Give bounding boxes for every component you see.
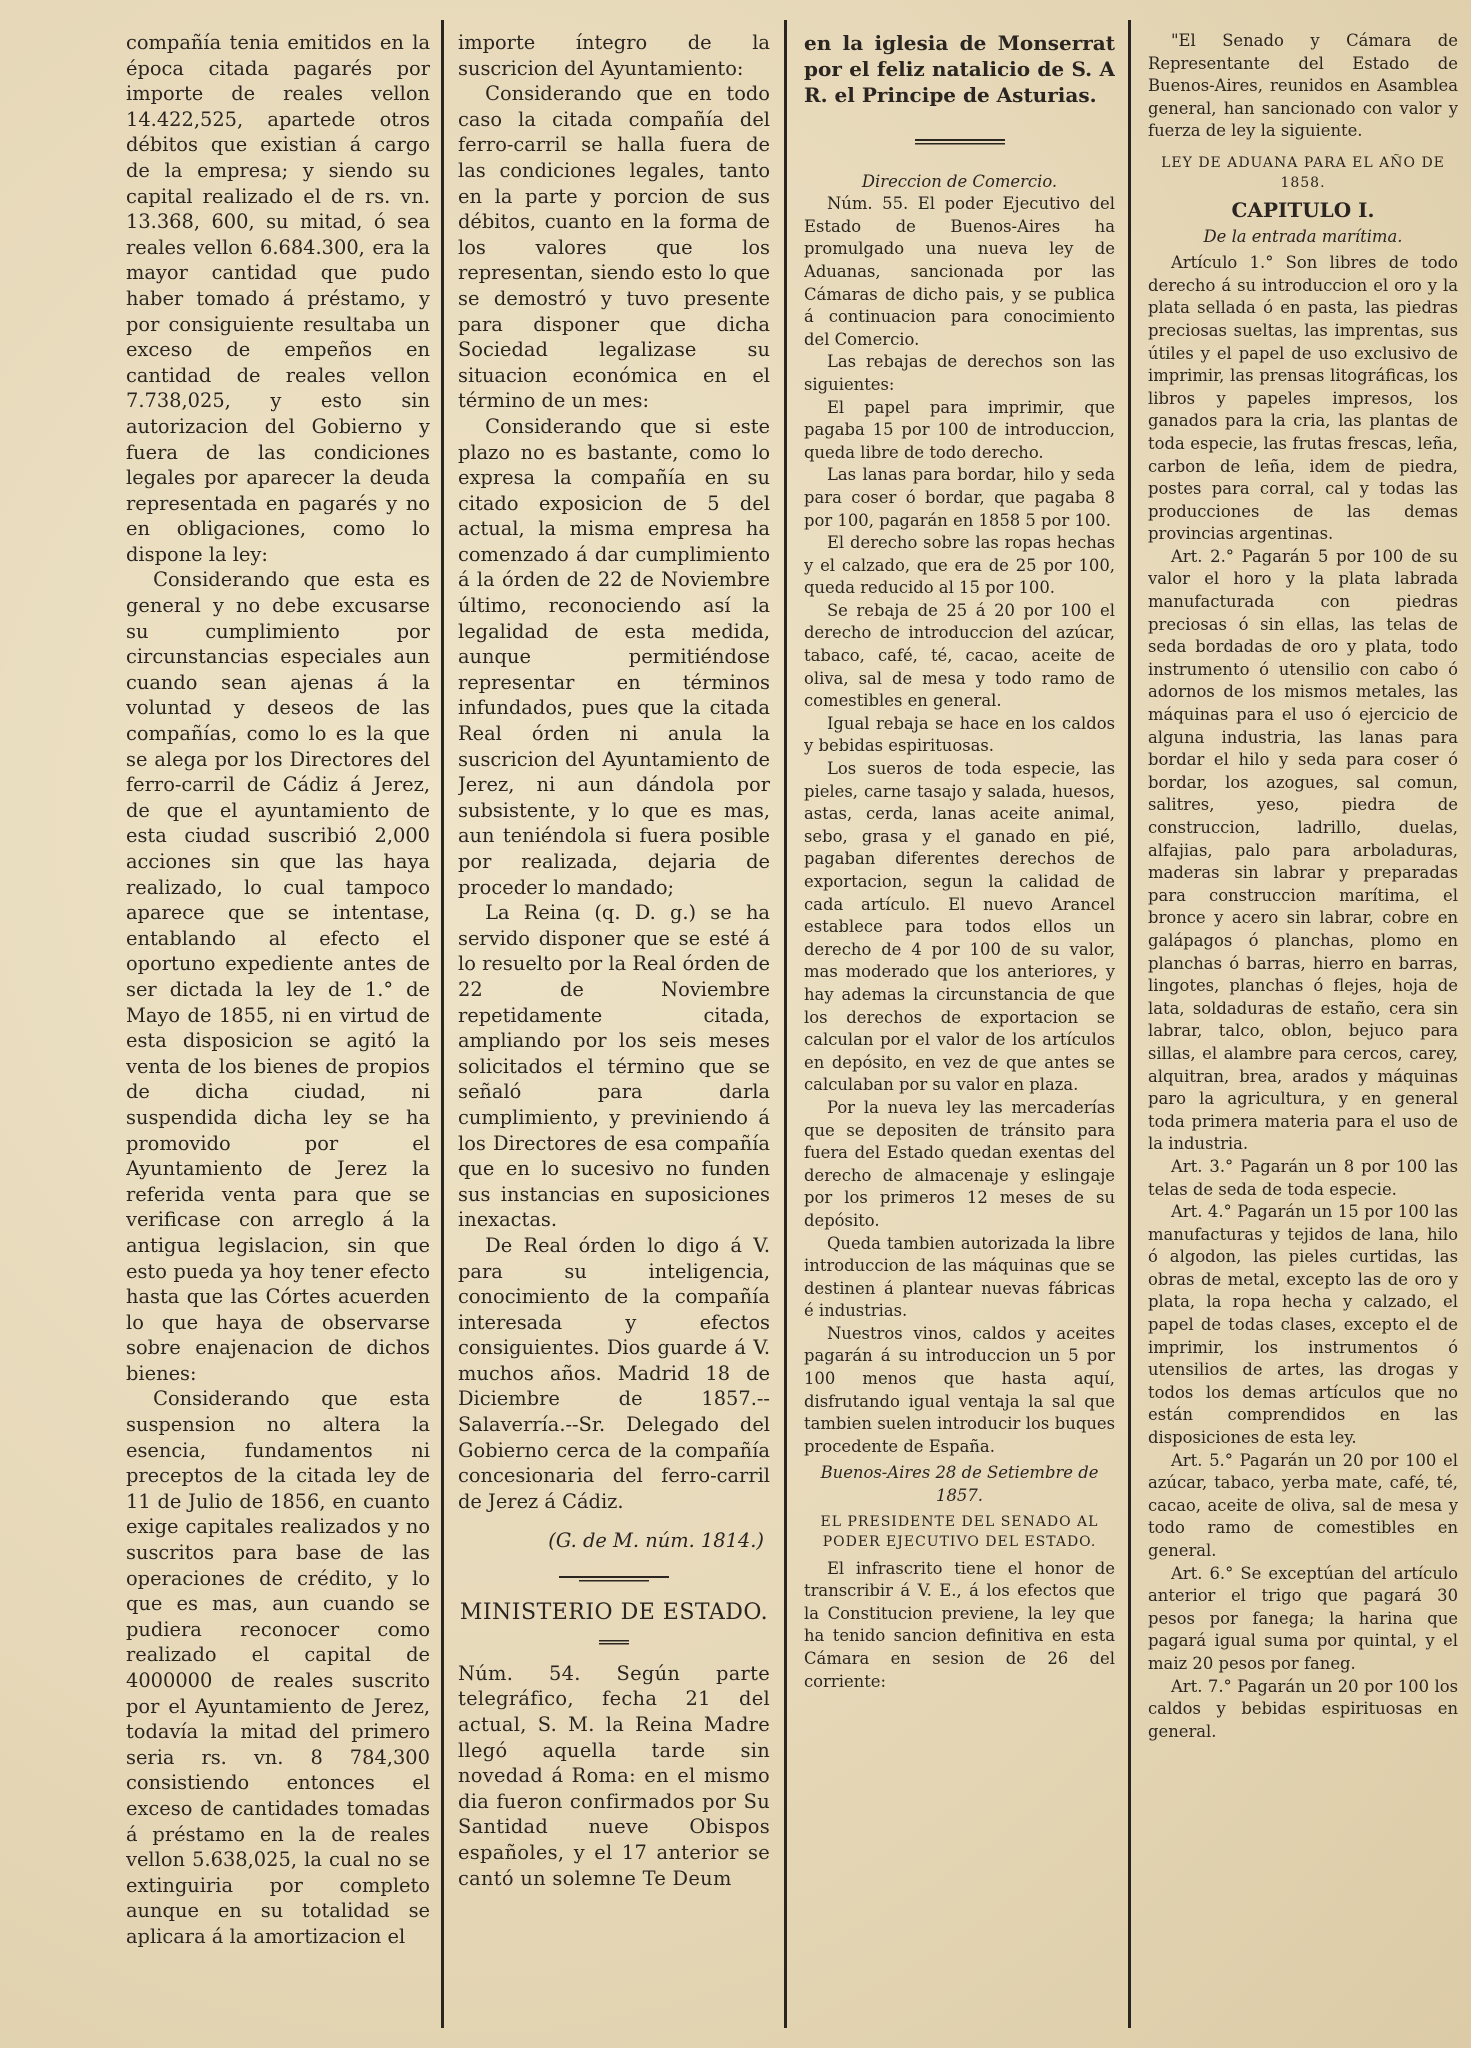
paragraph: importe íntegro de la suscricion del Ayuntamiento: [458, 31, 770, 80]
section-heading: MINISTERIO DE ESTADO. [459, 1599, 769, 1625]
paragraph: Considerando que en todo caso la citada compañía del ferro-carril se halla fuera de las condiciones legales, tanto en la parte y porcion de sus débitos, cuanto en la forma de los valores que los representan, siendo esto lo que se demostró y tuvo presente para disponer que dicha Sociedad legalizase su situacion económica en el término de un mes: [458, 82, 770, 413]
column-1 [126, 30, 430, 2028]
section-ornament [458, 1564, 770, 1590]
chapter-title: CAPITULO I. [1231, 197, 1375, 222]
paragraph: Queda tambien autorizada la libre introduccion de las máquinas que se destinen á plantear nuevas fábricas é industrias. [804, 1233, 1115, 1321]
law-title: LEY DE ADUANA PARA EL AÑO DE 1858. [1161, 154, 1445, 191]
paragraph: Art. 4.° Pagarán un 15 por 100 las manufacturas y tejidos de lana, hilo ó algodon, las pieles curtidas, las obras de metal, excepto las de oro y plata, la ropa hecha y calzado, el papel de todas clases, excepto el de imprimir, los instrumentos ó utensilios de artes, las drogas y todos los demas artículos que no están comprendidos en las disposiciones de esta ley. [1148, 1202, 1458, 1448]
column-rule [1128, 20, 1131, 2028]
heading-ornament [458, 1627, 770, 1653]
column-3 [804, 30, 1115, 2028]
column-4 [1148, 30, 1458, 2028]
column-rule [784, 20, 787, 2028]
paragraph: Igual rebaja se hace en los caldos y bebidas espirituosas. [804, 713, 1115, 756]
paragraph: Considerando que esta es general y no debe excusarse su cumplimiento por circunstancias especiales aun cuando sean ajenas á la voluntad y deseos de las compañías, como lo es la que se alega por los Directores del ferro-carril de Cádiz á Jerez, de que el ayuntamiento de esta ciudad suscribió 2,000 acciones sin que las haya realizado, lo cual tampoco aparece que se intentase, entablando al efecto el oportuno expediente antes de ser dictada la ley de 1.° de Mayo de 1855, ni en virtud de esta disposicion se agitó la venta de los bienes de propios de dicha ciudad, ni suspendida dicha ley se ha promovido por el Ayuntamiento de Jerez la referida venta para que se verificase con arreglo á la antigua legislacion, sin que esto pueda ya hoy tener efecto hasta que las Córtes acuerden lo que haya de observarse sobre enajenacion de dichos bienes: [126, 568, 430, 1385]
paragraph: El derecho sobre las ropas hechas y el calzado, que era de 25 por 100, queda reducido al 15 por 100. [804, 533, 1115, 598]
paragraph: Art. 3.° Pagarán un 8 por 100 las telas de seda de toda especie. [1148, 1156, 1458, 1199]
paragraph: Por la nueva ley las mercaderías que se depositen de tránsito para fuera del Estado quedan exentas del derecho de almacenaje y eslingaje por los primeros 12 meses de su depósito. [804, 1097, 1115, 1230]
paragraph: Nuestros vinos, caldos y aceites pagarán á su introduccion un 5 por 100 menos que hasta aquí, disfrutando igual ventaja la sal que tambien suelen introducir los buques procedente de España. [804, 1323, 1115, 1456]
paragraph: El infrascrito tiene el honor de transcribir á V. E., á los efectos que la Constitucion previene, la ley que ha tenido sancion definitiva en esta Cámara en sesion de 26 del corriente: [804, 1558, 1115, 1691]
section-rule [804, 130, 1115, 153]
paragraph: Considerando que esta suspension no altera la esencia, fundamentos ni preceptos de la citada ley de 11 de Julio de 1856, en cuanto exige capitales realizados y no suscritos para base de las operaciones de crédito, y lo que es mas, aun cuando se pudiera reconocer como realizado el capital de 4000000 de reales suscrito por el Ayuntamiento de Jerez, todavía la mitad del primero seria rs. vn. 8 784,300 consistiendo entonces el exceso de cantidades tomadas á préstamo en la de reales vellon 5.638,025, la cual no se extinguiria por completo aunque en su totalidad se aplicara á la amortizacion el [126, 1387, 430, 1948]
paragraph: Artículo 1.° Son libres de todo derecho á su introduccion el oro y la plata sellada ó en pasta, las piedras preciosas sueltas, las imprentas, sus útiles y el papel de uso exclusivo de imprimir, las prensas litográficas, los libros y papeles impresos, los ganados para la cria, las plantas de toda especie, las frutas frescas, leña, carbon de leña, idem de piedra, postes para corral, cal y todas las producciones de las demas provincias argentinas. [1148, 253, 1458, 544]
paragraph: Art. 6.° Se exceptúan del artículo anterior el trigo que pagará 30 pesos por fanega; la harina que pagará igual suma por quintal, y el maiz 20 pesos por faneg. [1148, 1563, 1458, 1673]
column-2 [458, 30, 770, 2028]
dateline: Buenos-Aires 28 de Setiembre de 1857. [820, 1463, 1099, 1506]
paragraph: De Real órden lo digo á V. para su inteligencia, conocimiento de la compañía interesada y efectos consiguientes. Dios guarde á V. muchos años. Madrid 18 de Diciembre de 1857.--Salaverría.--Sr. Delegado del Gobierno cerca de la compañía concesionaria del ferro-carril de Jerez á Cádiz. [458, 1233, 770, 1513]
column-rule [441, 20, 444, 2028]
caps-heading: EL PRESIDENTE DEL SENADO AL PODER EJECUTIVO DEL ESTADO. [820, 1513, 1099, 1550]
paragraph: Art. 5.° Pagarán un 20 por 100 el azúcar, tabaco, yerba mate, café, té, cacao, aceite de oliva, sal de mesa y todo ramo de comestibles en general. [1148, 1450, 1458, 1560]
paragraph: Art. 2.° Pagarán 5 por 100 de su valor el horo y la plata labrada manufacturada con piedras preciosas ó sin ellas, las telas de seda bordadas de oro y plata, todo instrumento ó utensilio con cabo ó adornos de los mismos metales, las máquinas para el uso ó ejercicio de alguna industria, las lanas para bordar el hilo y seda para coser ó bordar, los azogues, sal comun, salitres, yeso, piedra de construccion, ladrillo, duelas, alfajias, palo para arboladuras, maderas sin labrar y preparadas para construccion marítima, el bronce y acero sin labrar, cobre en galápagos ó planchas, plomo en planchas ó barras, hierro en barras, lingotes, planchas ó flejes, hoja de lata, soldaduras de estaño, cera sin labrar, talco, oblon, bejuco para sillas, el alambre para cercos, carey, alquitran, brea, arados y máquinas paro la agricultura, y en general toda primera materia para el uso de la industria. [1148, 546, 1458, 1154]
paragraph: Los sueros de toda especie, las pieles, carne tasajo y salada, huesos, astas, cerda, lanas aceite animal, sebo, grasa y el ganado en pié, pagaban diferentes derechos de exportacion, segun la calidad de cada artículo. El nuevo Arancel establece para todos ellos un derecho de 4 por 100 de su valor, mas moderado que los anteriores, y hay ademas la circunstancia de que los derechos de exportacion se calculan por el valor de los artículos en depósito, en vez de que antes se calculaban por su valor en plaza. [804, 759, 1115, 1095]
paragraph: Se rebaja de 25 á 20 por 100 el derecho de introduccion del azúcar, tabaco, café, té, cacao, aceite de oliva, sal de mesa y todo ramo de comestibles en general. [804, 600, 1115, 711]
section-title: Direccion de Comercio. [861, 171, 1058, 191]
paragraph: La Reina (q. D. g.) se ha servido disponer que se esté á lo resuelto por la Real órden de 22 de Noviembre repetidamente citada, ampliando por los seis meses solicitados el término que se señaló para darla cumplimiento, y previniendo á los Directores de esa compañía que en lo sucesivo no funden sus instancias en suposiciones inexactas. [458, 901, 770, 1232]
chapter-subtitle: De la entrada marítima. [1203, 226, 1403, 246]
paragraph: Art. 7.° Pagarán un 20 por 100 los caldos y bebidas espirituosas en general. [1148, 1676, 1458, 1741]
paragraph: Considerando que si este plazo no es bastante, como lo expresa la compañía en su citado exposicion de 5 del actual, la misma empresa ha comenzado á dar cumplimiento á la órden de 22 de Noviembre último, reconociendo así la legalidad de esta medida, aunque permitiéndose representar en términos infundados, pues que la citada Real órden ni anula la suscricion del Ayuntamiento de Jerez, ni aun dándola por subsistente, y lo que es mas, aun teniéndola si fuera posible por realizada, dejaria de proceder lo mandado; [458, 414, 770, 899]
source-citation: (G. de M. núm. 1814.) [548, 1529, 764, 1553]
paragraph: Las lanas para bordar, hilo y seda para coser ó bordar, que pagaba 8 por 100, pagarán en 1858 5 por 100. [804, 465, 1115, 530]
paragraph: Núm. 54. Según parte telegráfico, fecha 21 del actual, S. M. la Reina Madre llegó aquella tarde sin novedad á Roma: en el mismo dia fueron confirmados por Su Santidad nueve Obispos españoles, y el 17 anterior se cantó un solemne Te Deum [458, 1661, 770, 1890]
paragraph: Núm. 55. El poder Ejecutivo del Estado de Buenos-Aires ha promulgado una nueva ley de Aduanas, sancionada por las Cámaras de dicho pais, y se publica á continuacion para conocimiento del Comercio. [804, 194, 1115, 349]
paragraph: Las rebajas de derechos son las siguientes: [804, 352, 1115, 394]
paragraph: en la iglesia de Monserrat por el feliz natalicio de S. A R. el Principe de Asturias. [804, 31, 1115, 107]
paragraph: El papel para imprimir, que pagaba 15 por 100 de introduccion, queda libre de todo derecho. [804, 397, 1115, 462]
paragraph: "El Senado y Cámara de Representante del Estado de Buenos-Aires, reunidos en Asamblea general, han sancionado con valor y fuerza de ley la siguiente. [1148, 31, 1458, 141]
paragraph: compañía tenia emitidos en la época citada pagarés por importe de reales vellon 14.422,525, apartede otros débitos que existian á cargo de la empresa; y siendo su capital realizado el de rs. vn. 13.368, 600, su mitad, ó sea reales vellon 6.684.300, era la mayor cantidad que pudo haber tomado á préstamo, y por consiguiente resultaba un exceso de empeños en cantidad de reales vellon 7.738,025, y esto sin autorizacion del Gobierno y fuera de las condiciones legales por aparecer la deuda representada en pagarés y no en obligaciones, como lo dispone la ley: [126, 31, 430, 566]
